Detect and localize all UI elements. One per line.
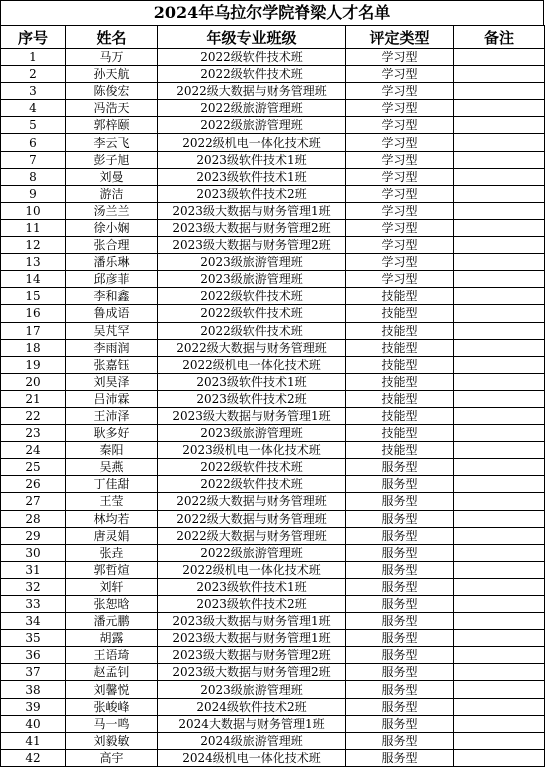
row-name: 彭子旭 bbox=[66, 151, 158, 168]
table-row bbox=[1, 117, 545, 134]
row-class: 2023级软件技术1班 bbox=[158, 373, 346, 390]
row-class: 2023级大数据与财务管理2班 bbox=[158, 237, 346, 254]
row-index: 23 bbox=[1, 425, 66, 442]
row-remark bbox=[454, 66, 545, 83]
row-remark bbox=[454, 322, 545, 339]
row-remark bbox=[454, 237, 545, 254]
row-name: 郭哲煊 bbox=[66, 561, 158, 578]
table-row bbox=[1, 476, 545, 493]
row-index: 7 bbox=[1, 151, 66, 168]
row-type: 学习型 bbox=[346, 151, 454, 168]
row-type: 技能型 bbox=[346, 390, 454, 407]
row-remark bbox=[454, 442, 545, 459]
row-index: 39 bbox=[1, 698, 66, 715]
row-class: 2022级软件技术班 bbox=[158, 322, 346, 339]
row-type: 学习型 bbox=[346, 100, 454, 117]
table-row bbox=[1, 373, 545, 390]
table-row bbox=[1, 168, 545, 185]
row-type: 服务型 bbox=[346, 732, 454, 749]
row-type: 学习型 bbox=[346, 66, 454, 83]
row-type: 学习型 bbox=[346, 83, 454, 100]
row-class: 2023级大数据与财务管理2班 bbox=[158, 664, 346, 681]
row-index: 20 bbox=[1, 373, 66, 390]
row-name: 陈俊宏 bbox=[66, 83, 158, 100]
row-index: 12 bbox=[1, 237, 66, 254]
row-name: 秦阳 bbox=[66, 442, 158, 459]
row-remark bbox=[454, 390, 545, 407]
row-class: 2023级软件技术1班 bbox=[158, 578, 346, 595]
table-row bbox=[1, 271, 545, 288]
row-class: 2024级旅游管理班 bbox=[158, 732, 346, 749]
row-class: 2022级旅游管理班 bbox=[158, 117, 346, 134]
row-index: 30 bbox=[1, 544, 66, 561]
row-name: 刘馨悦 bbox=[66, 681, 158, 698]
row-class: 2023级软件技术1班 bbox=[158, 151, 346, 168]
row-index: 3 bbox=[1, 83, 66, 100]
row-class: 2022级大数据与财务管理班 bbox=[158, 83, 346, 100]
row-index: 19 bbox=[1, 356, 66, 373]
row-type: 学习型 bbox=[346, 185, 454, 202]
row-name: 唐灵娟 bbox=[66, 527, 158, 544]
row-name: 刘曼 bbox=[66, 168, 158, 185]
row-type: 技能型 bbox=[346, 339, 454, 356]
row-class: 2023级大数据与财务管理2班 bbox=[158, 647, 346, 664]
table-row bbox=[1, 254, 545, 271]
table-row bbox=[1, 613, 545, 630]
row-type: 技能型 bbox=[346, 425, 454, 442]
row-index: 1 bbox=[1, 49, 66, 66]
row-class: 2022级大数据与财务管理班 bbox=[158, 493, 346, 510]
row-remark bbox=[454, 219, 545, 236]
row-class: 2023级软件技术2班 bbox=[158, 185, 346, 202]
row-index: 36 bbox=[1, 647, 66, 664]
row-index: 35 bbox=[1, 630, 66, 647]
row-remark bbox=[454, 373, 545, 390]
row-class: 2022级机电一体化技术班 bbox=[158, 134, 346, 151]
row-name: 丁佳甜 bbox=[66, 476, 158, 493]
row-class: 2022级机电一体化技术班 bbox=[158, 356, 346, 373]
row-remark bbox=[454, 749, 545, 766]
row-class: 2023级旅游管理班 bbox=[158, 425, 346, 442]
row-remark bbox=[454, 356, 545, 373]
row-class: 2022级软件技术班 bbox=[158, 459, 346, 476]
row-type: 学习型 bbox=[346, 219, 454, 236]
row-remark bbox=[454, 254, 545, 271]
row-remark bbox=[454, 596, 545, 613]
row-name: 张峻峰 bbox=[66, 698, 158, 715]
row-name: 张合理 bbox=[66, 237, 158, 254]
row-name: 刘轩 bbox=[66, 578, 158, 595]
row-class: 2023级软件技术2班 bbox=[158, 390, 346, 407]
row-class: 2022级软件技术班 bbox=[158, 288, 346, 305]
table-row bbox=[1, 390, 545, 407]
row-remark bbox=[454, 664, 545, 681]
table-row bbox=[1, 202, 545, 219]
row-name: 邱彦菲 bbox=[66, 271, 158, 288]
row-type: 服务型 bbox=[346, 510, 454, 527]
header-row bbox=[1, 26, 545, 49]
row-remark bbox=[454, 715, 545, 732]
row-type: 服务型 bbox=[346, 544, 454, 561]
row-type: 技能型 bbox=[346, 442, 454, 459]
row-name: 高宇 bbox=[66, 749, 158, 766]
row-remark bbox=[454, 561, 545, 578]
row-index: 25 bbox=[1, 459, 66, 476]
table-row bbox=[1, 219, 545, 236]
header-remark: 备注 bbox=[454, 26, 545, 49]
row-name: 游洁 bbox=[66, 185, 158, 202]
row-class: 2022级大数据与财务管理班 bbox=[158, 339, 346, 356]
row-index: 11 bbox=[1, 219, 66, 236]
table-row bbox=[1, 732, 545, 749]
row-index: 24 bbox=[1, 442, 66, 459]
row-name: 孙天航 bbox=[66, 66, 158, 83]
row-name: 王莹 bbox=[66, 493, 158, 510]
row-name: 吴芃罕 bbox=[66, 322, 158, 339]
row-class: 2023级软件技术1班 bbox=[158, 168, 346, 185]
row-name: 潘乐琳 bbox=[66, 254, 158, 271]
row-class: 2024大数据与财务管理1班 bbox=[158, 715, 346, 732]
row-index: 32 bbox=[1, 578, 66, 595]
table-row bbox=[1, 459, 545, 476]
table-row bbox=[1, 596, 545, 613]
row-index: 13 bbox=[1, 254, 66, 271]
row-class: 2023级旅游管理班 bbox=[158, 254, 346, 271]
header-type: 评定类型 bbox=[346, 26, 454, 49]
row-name: 李雨润 bbox=[66, 339, 158, 356]
row-class: 2023级旅游管理班 bbox=[158, 681, 346, 698]
row-index: 14 bbox=[1, 271, 66, 288]
row-type: 服务型 bbox=[346, 596, 454, 613]
row-remark bbox=[454, 83, 545, 100]
row-index: 22 bbox=[1, 407, 66, 424]
row-remark bbox=[454, 527, 545, 544]
row-type: 学习型 bbox=[346, 117, 454, 134]
row-index: 9 bbox=[1, 185, 66, 202]
table-row bbox=[1, 664, 545, 681]
row-name: 张恕晗 bbox=[66, 596, 158, 613]
row-type: 服务型 bbox=[346, 681, 454, 698]
row-name: 林均若 bbox=[66, 510, 158, 527]
row-name: 汤兰兰 bbox=[66, 202, 158, 219]
row-index: 42 bbox=[1, 749, 66, 766]
row-class: 2022级软件技术班 bbox=[158, 49, 346, 66]
table-row bbox=[1, 66, 545, 83]
table-row bbox=[1, 647, 545, 664]
row-remark bbox=[454, 151, 545, 168]
row-remark bbox=[454, 578, 545, 595]
row-remark bbox=[454, 117, 545, 134]
row-name: 吴燕 bbox=[66, 459, 158, 476]
row-class: 2022级软件技术班 bbox=[158, 305, 346, 322]
row-remark bbox=[454, 339, 545, 356]
table-row bbox=[1, 681, 545, 698]
row-remark bbox=[454, 407, 545, 424]
row-name: 张垚 bbox=[66, 544, 158, 561]
table-row bbox=[1, 288, 545, 305]
row-remark bbox=[454, 647, 545, 664]
row-remark bbox=[454, 49, 545, 66]
row-class: 2022级旅游管理班 bbox=[158, 100, 346, 117]
row-index: 2 bbox=[1, 66, 66, 83]
row-name: 鲁成语 bbox=[66, 305, 158, 322]
sheet-title: 2024年乌拉尔学院脊梁人才名单 bbox=[0, 0, 544, 25]
row-index: 5 bbox=[1, 117, 66, 134]
row-name: 刘毅敏 bbox=[66, 732, 158, 749]
row-type: 服务型 bbox=[346, 578, 454, 595]
row-remark bbox=[454, 288, 545, 305]
row-index: 21 bbox=[1, 390, 66, 407]
row-index: 31 bbox=[1, 561, 66, 578]
row-class: 2023级机电一体化技术班 bbox=[158, 442, 346, 459]
row-type: 服务型 bbox=[346, 647, 454, 664]
table-row bbox=[1, 356, 545, 373]
row-class: 2023级大数据与财务管理1班 bbox=[158, 630, 346, 647]
row-remark bbox=[454, 425, 545, 442]
row-type: 技能型 bbox=[346, 322, 454, 339]
row-type: 学习型 bbox=[346, 271, 454, 288]
table-row bbox=[1, 185, 545, 202]
row-remark bbox=[454, 698, 545, 715]
row-index: 28 bbox=[1, 510, 66, 527]
row-class: 2024级软件技术2班 bbox=[158, 698, 346, 715]
row-class: 2023级大数据与财务管理2班 bbox=[158, 219, 346, 236]
table-row bbox=[1, 237, 545, 254]
row-remark bbox=[454, 681, 545, 698]
table-row bbox=[1, 561, 545, 578]
row-type: 服务型 bbox=[346, 561, 454, 578]
row-index: 15 bbox=[1, 288, 66, 305]
row-type: 服务型 bbox=[346, 715, 454, 732]
row-index: 18 bbox=[1, 339, 66, 356]
row-index: 17 bbox=[1, 322, 66, 339]
row-remark bbox=[454, 305, 545, 322]
row-class: 2023级软件技术2班 bbox=[158, 596, 346, 613]
row-type: 服务型 bbox=[346, 664, 454, 681]
row-index: 34 bbox=[1, 613, 66, 630]
row-remark bbox=[454, 100, 545, 117]
row-name: 王沛泽 bbox=[66, 407, 158, 424]
row-type: 技能型 bbox=[346, 373, 454, 390]
row-name: 郭梓颐 bbox=[66, 117, 158, 134]
row-type: 技能型 bbox=[346, 407, 454, 424]
row-name: 李和鑫 bbox=[66, 288, 158, 305]
row-type: 服务型 bbox=[346, 527, 454, 544]
row-remark bbox=[454, 510, 545, 527]
header-index: 序号 bbox=[1, 26, 66, 49]
row-type: 服务型 bbox=[346, 476, 454, 493]
row-name: 徐小娴 bbox=[66, 219, 158, 236]
table-row bbox=[1, 83, 545, 100]
row-index: 29 bbox=[1, 527, 66, 544]
table-row bbox=[1, 49, 545, 66]
row-index: 41 bbox=[1, 732, 66, 749]
row-index: 10 bbox=[1, 202, 66, 219]
table-row bbox=[1, 544, 545, 561]
row-remark bbox=[454, 185, 545, 202]
row-index: 16 bbox=[1, 305, 66, 322]
row-class: 2022级软件技术班 bbox=[158, 476, 346, 493]
header-class: 年级专业班级 bbox=[158, 26, 346, 49]
table-row bbox=[1, 425, 545, 442]
row-name: 李云飞 bbox=[66, 134, 158, 151]
row-name: 胡露 bbox=[66, 630, 158, 647]
row-index: 8 bbox=[1, 168, 66, 185]
row-type: 服务型 bbox=[346, 613, 454, 630]
table-row bbox=[1, 339, 545, 356]
row-remark bbox=[454, 613, 545, 630]
row-type: 学习型 bbox=[346, 134, 454, 151]
row-class: 2024级机电一体化技术班 bbox=[158, 749, 346, 766]
row-name: 马万 bbox=[66, 49, 158, 66]
row-index: 4 bbox=[1, 100, 66, 117]
row-name: 赵孟钊 bbox=[66, 664, 158, 681]
table-row bbox=[1, 578, 545, 595]
table-row bbox=[1, 407, 545, 424]
table-row bbox=[1, 749, 545, 766]
row-name: 耿多好 bbox=[66, 425, 158, 442]
row-remark bbox=[454, 202, 545, 219]
row-name: 冯浩天 bbox=[66, 100, 158, 117]
row-type: 技能型 bbox=[346, 288, 454, 305]
row-class: 2022级软件技术班 bbox=[158, 66, 346, 83]
table-row bbox=[1, 151, 545, 168]
row-type: 服务型 bbox=[346, 493, 454, 510]
row-remark bbox=[454, 732, 545, 749]
row-index: 37 bbox=[1, 664, 66, 681]
table-row bbox=[1, 493, 545, 510]
row-class: 2023级旅游管理班 bbox=[158, 271, 346, 288]
table-row bbox=[1, 100, 545, 117]
row-remark bbox=[454, 459, 545, 476]
row-name: 潘元鹏 bbox=[66, 613, 158, 630]
row-class: 2023级大数据与财务管理1班 bbox=[158, 202, 346, 219]
row-index: 26 bbox=[1, 476, 66, 493]
header-name: 姓名 bbox=[66, 26, 158, 49]
row-name: 刘昊泽 bbox=[66, 373, 158, 390]
table-row bbox=[1, 630, 545, 647]
row-type: 学习型 bbox=[346, 237, 454, 254]
table-row bbox=[1, 510, 545, 527]
row-index: 38 bbox=[1, 681, 66, 698]
table-row bbox=[1, 305, 545, 322]
row-type: 学习型 bbox=[346, 254, 454, 271]
row-index: 33 bbox=[1, 596, 66, 613]
row-type: 学习型 bbox=[346, 202, 454, 219]
row-class: 2022级旅游管理班 bbox=[158, 544, 346, 561]
row-type: 服务型 bbox=[346, 749, 454, 766]
row-remark bbox=[454, 544, 545, 561]
table-row bbox=[1, 442, 545, 459]
table-row bbox=[1, 715, 545, 732]
row-type: 技能型 bbox=[346, 305, 454, 322]
row-remark bbox=[454, 476, 545, 493]
row-type: 服务型 bbox=[346, 459, 454, 476]
row-class: 2023级大数据与财务管理1班 bbox=[158, 407, 346, 424]
row-name: 张嘉钰 bbox=[66, 356, 158, 373]
row-name: 马一鸣 bbox=[66, 715, 158, 732]
row-index: 6 bbox=[1, 134, 66, 151]
row-remark bbox=[454, 271, 545, 288]
row-name: 王语琦 bbox=[66, 647, 158, 664]
row-remark bbox=[454, 168, 545, 185]
row-remark bbox=[454, 134, 545, 151]
row-class: 2022级机电一体化技术班 bbox=[158, 561, 346, 578]
row-class: 2023级大数据与财务管理1班 bbox=[158, 613, 346, 630]
row-type: 服务型 bbox=[346, 630, 454, 647]
row-type: 学习型 bbox=[346, 49, 454, 66]
row-index: 27 bbox=[1, 493, 66, 510]
row-type: 技能型 bbox=[346, 356, 454, 373]
table-body bbox=[1, 49, 545, 767]
row-name: 吕沛霖 bbox=[66, 390, 158, 407]
row-type: 服务型 bbox=[346, 698, 454, 715]
row-index: 40 bbox=[1, 715, 66, 732]
table-row bbox=[1, 134, 545, 151]
row-class: 2022级大数据与财务管理班 bbox=[158, 527, 346, 544]
table-row bbox=[1, 698, 545, 715]
row-class: 2022级大数据与财务管理班 bbox=[158, 510, 346, 527]
table-row bbox=[1, 527, 545, 544]
row-type: 学习型 bbox=[346, 168, 454, 185]
talent-table bbox=[0, 25, 545, 767]
row-remark bbox=[454, 493, 545, 510]
row-remark bbox=[454, 630, 545, 647]
table-row bbox=[1, 322, 545, 339]
